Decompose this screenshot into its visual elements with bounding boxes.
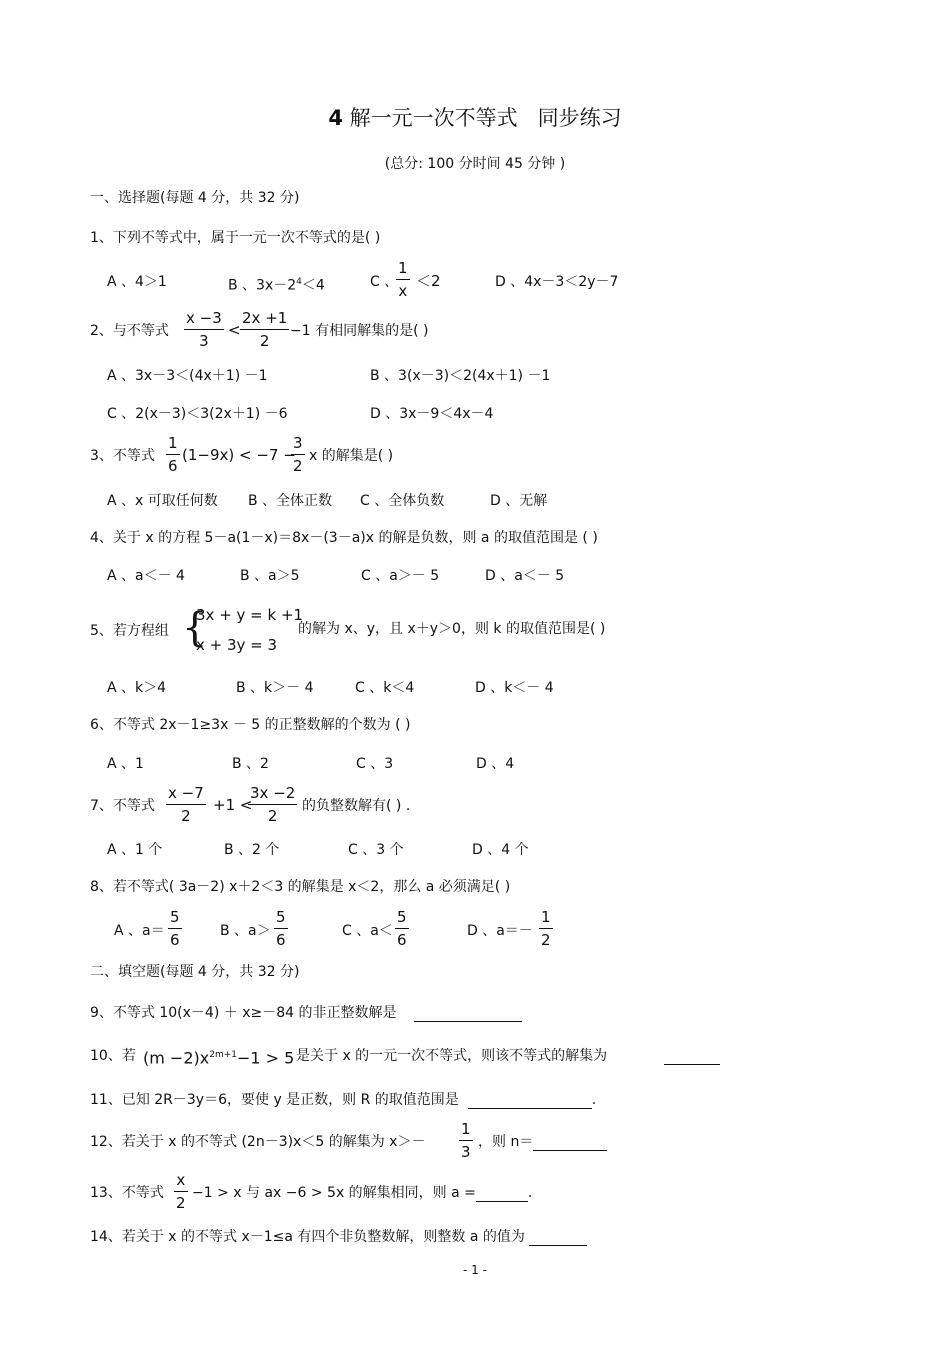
q2-less-than: < — [228, 321, 241, 339]
q1-option-c-tail: ＜2 — [416, 272, 441, 290]
q6-option-c: C 、3 — [356, 756, 394, 772]
q8-option-d-fraction: 1 2 — [541, 908, 551, 949]
question-1-stem: 1、下列不等式中，属于一元一次不等式的是( ) — [90, 230, 381, 246]
q6-option-d: D 、4 — [476, 756, 515, 772]
question-6-stem: 6、不等式 2x－1≥3x － 5 的正整数解的个数为 ( ) — [90, 717, 411, 733]
q5-system-brace: { — [182, 605, 208, 651]
question-10-tail: 是关于 x 的一元一次不等式，则该不等式的解集为 — [296, 1048, 608, 1064]
question-8-stem: 8、若不等式( 3a－2) x＋2＜3 的解集是 x＜2，那么 a 必须满足( ) — [90, 879, 511, 895]
q7-fraction-right: 3x −2 2 — [250, 784, 296, 825]
section-fill-heading: 二、填空题(每题 4 分，共 32 分) — [90, 964, 300, 980]
question-7-tail: 的负整数解有( ) . — [302, 798, 411, 814]
q2-option-a: A 、3x－3＜(4x＋1) －1 — [107, 368, 268, 384]
q4-option-b: B 、a＞5 — [240, 568, 300, 584]
q11-answer-blank[interactable] — [468, 1094, 592, 1109]
question-2-tail: −1 有相同解集的是( ) — [290, 323, 429, 339]
q5-option-a: A 、k＞4 — [107, 680, 167, 696]
q1-option-c: C 、 — [370, 274, 399, 290]
q9-answer-blank[interactable] — [414, 1007, 522, 1022]
question-11: 11、已知 2R－3y＝6，要使 y 是正数，则 R 的取值范围是 . — [90, 1092, 597, 1108]
q8-option-a: A 、a＝ — [114, 923, 165, 939]
q5-option-b: B 、k＞－ 4 — [236, 680, 314, 696]
q12-fraction: 1 3 — [461, 1120, 471, 1161]
q8-option-a-fraction: 5 6 — [170, 908, 180, 949]
question-12-tail: ，则 n＝ — [478, 1133, 607, 1151]
q4-option-d: D 、a＜－ 5 — [485, 568, 565, 584]
q12-answer-blank[interactable] — [533, 1136, 607, 1151]
q3-option-b: B 、全体正数 — [248, 493, 333, 509]
q8-option-b-fraction: 5 6 — [276, 908, 286, 949]
q8-option-d: D 、a＝－ — [467, 923, 533, 939]
q2-option-d: D 、3x－9＜4x－4 — [370, 406, 494, 422]
q2-option-c: C 、2(x－3)＜3(2x＋1) －6 — [107, 406, 288, 422]
q3-middle: (1−9x) < −7 − — [182, 446, 296, 464]
section-choice-heading: 一、选择题(每题 4 分，共 32 分) — [90, 190, 300, 206]
q5-option-c: C 、k＜4 — [355, 680, 415, 696]
question-5-tail: 的解为 x、y，且 x＋y＞0，则 k 的取值范围是( ) — [298, 621, 606, 637]
q13-answer-blank[interactable] — [476, 1187, 528, 1202]
question-3-prefix: 3、不等式 — [90, 448, 155, 464]
question-10-prefix: 10、若 — [90, 1048, 136, 1064]
q4-option-a: A 、a＜－ 4 — [107, 568, 185, 584]
q5-option-d: D 、k＜－ 4 — [475, 680, 554, 696]
q1-option-b: B 、$3x-2^4<4$ — [228, 277, 325, 294]
q3-option-a: A 、x 可取任何数 — [107, 493, 218, 509]
q8-option-c: C 、a＜ — [342, 923, 393, 939]
q3-option-c: C 、全体负数 — [360, 493, 445, 509]
question-12-prefix: 12、若关于 x 的不等式 (2n－3)x＜5 的解集为 x＞－ — [90, 1134, 426, 1150]
q14-answer-blank[interactable] — [529, 1231, 587, 1246]
question-13-prefix: 13、不等式 — [90, 1185, 164, 1201]
q2-option-b: B 、3(x－3)＜2(4x＋1) －1 — [370, 368, 551, 384]
q3-fraction-right: 3 2 — [293, 434, 303, 475]
q8-option-c-fraction: 5 6 — [397, 908, 407, 949]
q4-option-c: C 、a＞－ 5 — [361, 568, 440, 584]
q2-fraction-right: 2x +1 2 — [242, 309, 288, 350]
q3-fraction-left: 1 6 — [168, 434, 178, 475]
q6-option-b: B 、2 — [232, 756, 269, 772]
page-subtitle: (总分: 100 分时间 45 分钟 ) — [384, 156, 566, 172]
q1-option-c-fraction: 1 x — [398, 259, 408, 300]
q3-option-d: D 、无解 — [490, 493, 548, 509]
q7-option-d: D 、4 个 — [472, 842, 529, 858]
q6-option-a: A 、1 — [107, 756, 144, 772]
q5-equation-1: 3x + y = k +1 — [196, 606, 304, 624]
q1-option-d: D 、4x－3＜2y－7 — [495, 274, 619, 290]
question-9: 9、不等式 10(x－4) ＋ x≥－84 的非正整数解是 — [90, 1004, 522, 1022]
q7-fraction-left: x −7 2 — [168, 784, 204, 825]
question-7-prefix: 7、不等式 — [90, 798, 155, 814]
q2-fraction-left: x −3 3 — [186, 309, 222, 350]
q10-expression: $(m -2)x^{2m+1}-1 > 5$ — [143, 1048, 295, 1068]
page-number: - 1 - — [463, 1263, 487, 1277]
q8-option-b: B 、a＞ — [220, 923, 271, 939]
q7-middle: +1 < — [213, 796, 253, 814]
q7-option-b: B 、2 个 — [224, 842, 280, 858]
question-13-tail: −1 > x 与 ax −6 > 5x 的解集相同，则 a = . — [192, 1185, 533, 1201]
question-2-prefix: 2、与不等式 — [90, 323, 169, 339]
q5-equation-2: x + 3y = 3 — [196, 636, 278, 654]
q13-fraction: x 2 — [176, 1171, 186, 1212]
page-title: 4 解一元一次不等式 同步练习 — [328, 106, 622, 130]
q7-option-c: C 、3 个 — [348, 842, 404, 858]
question-3-tail: x 的解集是( ) — [309, 448, 394, 464]
question-5-prefix: 5、若方程组 — [90, 623, 169, 639]
q10-answer-blank[interactable] — [664, 1050, 720, 1065]
question-4-stem: 4、关于 x 的方程 5－a(1－x)＝8x－(3－a)x 的解是负数，则 a 的取值范围是 ( ) — [90, 530, 598, 546]
q7-option-a: A 、1 个 — [107, 842, 163, 858]
q1-option-a: A 、4＞1 — [107, 274, 167, 290]
q10-answer-blank-wrap — [664, 1047, 720, 1065]
question-14: 14、若关于 x 的不等式 x－1≤a 有四个非负整数解，则整数 a 的值为 — [90, 1228, 587, 1246]
